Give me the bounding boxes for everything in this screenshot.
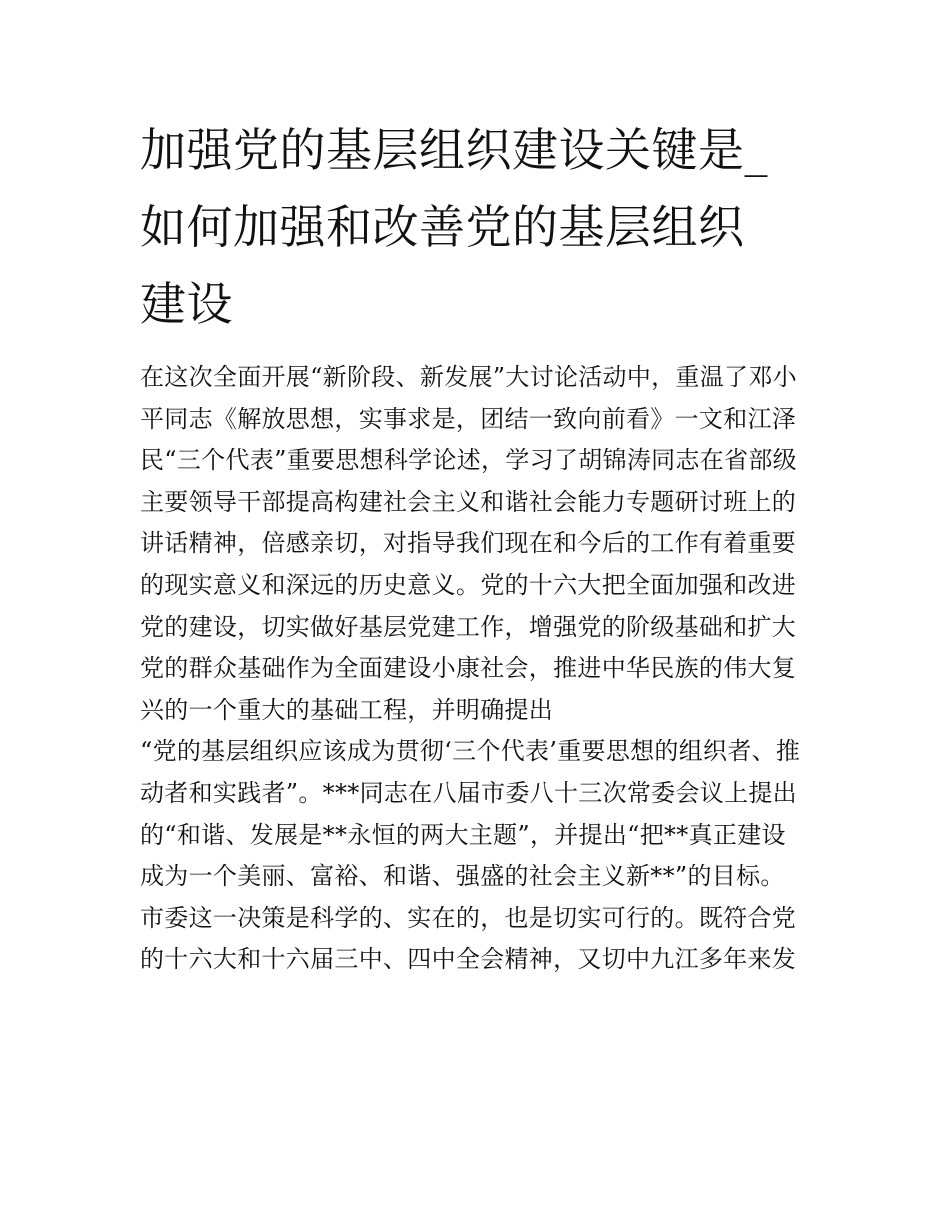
body-line: 的十六大和十六届三中、四中全会精神，又切中九江多年来发 xyxy=(140,945,797,974)
body-line: 的“和谐、发展是**永恒的两大主题”，并提出“把**真正建设 xyxy=(140,820,786,849)
body-line: “党的基层组织应该成为贯彻‘三个代表’重要思想的组织者、推 xyxy=(140,737,801,766)
body-line: 主要领导干部提高构建社会主义和谐社会能力专题研讨班上的 xyxy=(140,487,797,516)
body-line: 市委这一决策是科学的、实在的，也是切实可行的。既符合党 xyxy=(140,903,797,932)
document-title xyxy=(140,112,812,343)
body-line: 在这次全面开展“新阶段、新发展”大讨论活动中，重温了邓小 xyxy=(140,363,797,391)
document-page xyxy=(140,112,812,981)
title-line-1: 加强党的基层组织建设关键是_ xyxy=(140,123,768,177)
body-line: 民“三个代表”重要思想科学论述，学习了胡锦涛同志在省部级 xyxy=(140,446,797,475)
body-line: 讲话精神，倍感亲切，对指导我们现在和今后的工作有着重要 xyxy=(140,529,797,558)
body-line: 平同志《解放思想，实事求是，团结一致向前看》一文和江泽 xyxy=(140,404,797,433)
body-line: 党的群众基础作为全面建设小康社会，推进中华民族的伟大复 xyxy=(140,654,797,683)
body-line: 兴的一个重大的基础工程，并明确提出 xyxy=(140,695,554,724)
title-line-2: 如何加强和改善党的基层组织 xyxy=(140,200,745,254)
body-line: 成为一个美丽、富裕、和谐、强盛的社会主义新**”的目标。 xyxy=(140,862,785,891)
title-line-3: 建设 xyxy=(140,277,233,331)
body-line: 党的建设，切实做好基层党建工作，增强党的阶级基础和扩大 xyxy=(140,612,797,641)
body-line: 的现实意义和深远的历史意义。党的十六大把全面加强和改进 xyxy=(140,570,797,599)
document-body xyxy=(140,357,812,981)
body-line: 动者和实践者”。***同志在八届市委八十三次常委会议上提出 xyxy=(140,778,797,807)
